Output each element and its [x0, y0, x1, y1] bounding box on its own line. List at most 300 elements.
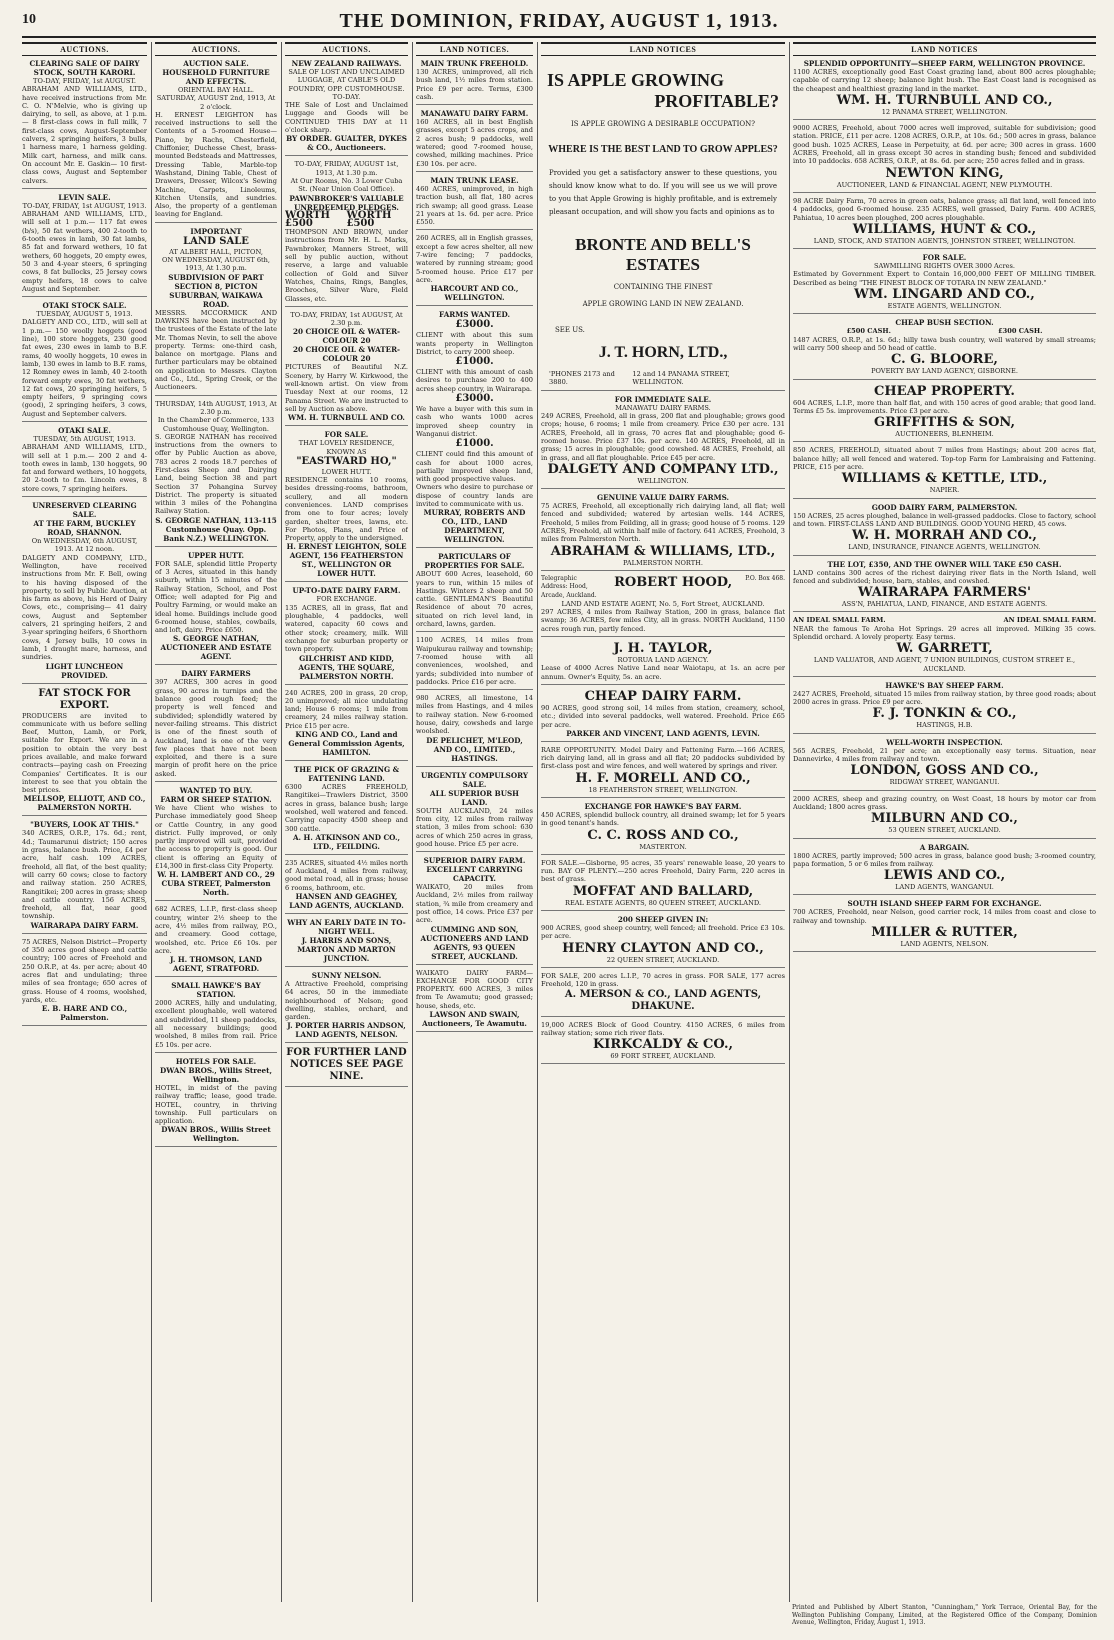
advertisement: [285, 765, 408, 855]
advertisement: [793, 503, 1096, 556]
ad-body: H. ERNEST LEIGHTON has received instructions to sell the Contents of a 5-roomed House— Piano, by Rachs, Chesterfield, Chiffonier, Duchesse Chest, brass-mounted Bedsteads and Mattresses, Dressing Table, Marble-top Washstand, Dining Table, Chest of Drawers, Dresser, Wilcox's Sewing Machine, Carpets, Linoleums, Kitchen Utensils, and sundries. Also, the property of a gentleman leaving for England.: [155, 110, 277, 219]
ad-firm: PARKER AND VINCENT, LAND AGENTS, LEVIN.: [566, 728, 760, 738]
ad-firm-address: ROTORUA LAND AGENCY.: [617, 656, 709, 665]
advertisement: [285, 311, 408, 426]
advertisement: [541, 1021, 785, 1065]
ad-firm: WILLIAMS & KETTLE, LTD.,: [841, 471, 1048, 487]
column-rule: [151, 42, 152, 1602]
advertisement: [793, 59, 1096, 120]
ad-body: 160 ACRES, all in best English grasses, except 5 acres crops, and 2 acres bush; 9 paddocks, well watered; good 7-roomed house, cowshed, milking machines. Price £30 10s. per acre.: [416, 118, 533, 168]
ad-firm: F. J. TONKIN & CO.,: [872, 706, 1017, 722]
ad-firm-address: MASTERTON.: [639, 842, 687, 851]
advertisement: [793, 446, 1096, 498]
advertisement: [155, 551, 277, 666]
ad-body: 850 ACRES, FREEHOLD, situated about 7 miles from Hastings; about 200 acres flat, balance hilly; all well fenced and watered. Top-top Farm for Lambraising and Fattening. PRICE, £15 per acre.: [793, 446, 1096, 472]
advertisement: [793, 899, 1096, 952]
ad-body: 1100 ACRES, 14 miles from Waipukurau railway and township; 7-roomed house with all conveniences, woolshed, and yards; subdivided into number of paddocks. Price £16 per acre.: [416, 636, 533, 686]
advertisement: [155, 400, 277, 547]
ad-heading: OTAKI SALE.: [58, 425, 111, 435]
ad-heading: FOR SALE.: [922, 253, 967, 263]
ad-body: FOR SALE, splendid little Property of 3 Acres, situated in this handy suburb, within 15 minutes of the Railway Station, School, and Post Office; well adapted for Pig and Poultry Farming, or would make an ideal home. Buildings include good 6-roomed house, stables, cowbails, and loft, dairy. Price £650.: [155, 559, 277, 635]
printer-imprint: Printed and Published by Albert Stanton, "Cunningham," York Terrace, Oriental Bay, for the Wellington Publishing Company, Limited, at the Registered Office of the Company, Dominion Avenue, Wellington, Friday, August 1, 1913.: [792, 1604, 1097, 1627]
ad-firm-address: ASS'N, PAHIATUA, LAND, FINANCE, AND ESTATE AGENTS.: [841, 600, 1048, 609]
ad-title: 20 CHOICE OIL & WATER-COLOUR 20: [292, 345, 401, 364]
section-header-land-notices: LAND NOTICES: [541, 42, 785, 56]
ad-firm-address: LAND, STOCK, AND STATION AGENTS, JOHNSTON STREET, WELLINGTON.: [813, 236, 1076, 245]
ad-heading: THE LOT, £350, AND THE OWNER WILL TAKE £50 CASH.: [827, 559, 1062, 569]
advertisement: [793, 560, 1096, 613]
ad-firm: WAIRARAPA FARMERS': [858, 585, 1031, 601]
ad-amount: £1000.: [455, 356, 494, 368]
ad-firm: W. GARRETT,: [896, 641, 993, 657]
advertisement: [22, 938, 147, 1026]
ad-firm: DWAN BROS., Willis Street, Wellington.: [160, 1065, 272, 1084]
apple-growing-advertisement: [541, 70, 785, 391]
advertisement: [285, 586, 408, 684]
ad-body: ABOUT 600 Acres, leasehold, 60 years to run, within 15 miles of Hastings. Winters 2 sheep and 50 cattle. GENTLEMAN'S Beautiful Residence of about 70 acres, situated on rich level land, in orchard, lawns, garden.: [416, 570, 533, 629]
column-5: [541, 42, 785, 1602]
ad-firm: S. GEORGE NATHAN, 113-115 Customhouse Quay. Opp. Bank N.Z.) WELLINGTON.: [155, 515, 277, 543]
advertisement: [793, 843, 1096, 896]
advertisement: [793, 318, 1096, 379]
advertisement: [416, 694, 533, 766]
ad-firm-address: LAND, INSURANCE, FINANCE AGENTS, WELLINGTON.: [848, 543, 1041, 552]
ad-firm: KING AND CO., Land and General Commission Agents, HAMILTON.: [288, 730, 405, 758]
ad-firm: WM. H. TURNBULL AND CO.: [288, 413, 405, 423]
ad-firm-address: LAND AND ESTATE AGENT, No. 5, Fort Street, AUCKLAND.: [561, 599, 765, 608]
ad-heading: AN IDEAL SMALL FARM.: [1003, 616, 1096, 625]
ad-body: THE Sale of Lost and Unclaimed Luggage and Goods will be CONTINUED THIS DAY at 11 o'clock sharp.: [285, 101, 408, 135]
ad-body: THOMPSON AND BROWN, under instructions from Mr. H. L. Marks, Pawnbroker, Manners Street, will sell by public auction, without reserve, a large and valuable collection of Gold and Silver Watches, Chains, Rings, Bangles, Brooches, Silver Ware, Field Glasses, etc.: [285, 228, 408, 303]
ad-firm-location: PALMERSTON NORTH.: [623, 558, 703, 567]
ad-firm: H. ERNEST LEIGHTON, SOLE AGENT, 156 FEATHERSTON ST., WELLINGTON OR LOWER HUTT.: [286, 542, 407, 579]
ad-firm-address: AUCTIONEER, LAND & FINANCIAL AGENT, NEW PLYMOUTH.: [836, 180, 1053, 189]
advertisement: [285, 859, 408, 914]
ad-subheading: APPLE GROWING LAND IN NEW ZEALAND.: [582, 299, 744, 308]
advertisement: [793, 124, 1096, 193]
ad-heading: SUPERIOR DAIRY FARM.: [423, 856, 526, 866]
ad-question: IS APPLE GROWING A DESIRABLE OCCUPATION?: [571, 120, 755, 128]
advertisement: [155, 786, 277, 901]
ad-body: 340 ACRES, O.R.P., 17s. 6d.; rent, 4d.; Taumarunui district; 150 acres in grass, balance bush. Price, £4 per acre, half cash. 109 ACRES, freehold, all flat, of the best quality; will carry 60 cows; close to factory and railway station. 250 ACRES, Rangitikei; 200 acres in grass; sheep and cattle country. 156 ACRES, freehold, all flat, near good township.: [22, 829, 147, 921]
advertisement: [285, 59, 408, 156]
ad-heading: MAIN TRUNK LEASE.: [430, 175, 519, 185]
advertisement: [416, 636, 533, 690]
column-1: [22, 42, 147, 1602]
column-rule: [281, 42, 282, 1602]
ad-heading: WANTED TO BUY.: [179, 786, 253, 795]
ad-firm-address: RIDGWAY STREET, WANGANUI.: [889, 778, 1000, 787]
ad-body: ABRAHAM AND WILLIAMS, LTD., have received instructions from Mr. C. O. N'Melvie, who is giving up dairying, to sell, as above, at 1 p.m.— 8 first-class cows in full milk, 7 first-class cows, August-September calvers, 2 springing heifers, 3 bulls, 1 harness mare, 1 harness gelding. Milk cart, harness, and milk cans. On account Mr. E. Gaskin— 10 first-class cows, August and September calvers.: [22, 85, 147, 185]
ad-heading: GOOD DAIRY FARM, PALMERSTON.: [871, 502, 1018, 512]
section-header-auctions: AUCTIONS.: [155, 42, 277, 56]
ad-firm: LAWSON AND SWAIN, Auctioneers, Te Awamutu.: [422, 1010, 527, 1029]
advertisement: [155, 1057, 277, 1147]
ad-body: Lease of 4000 Acres Native Land near Waiotapu, at 1s. an acre per annum. Owner's Equity, 5s. an acre.: [541, 664, 785, 681]
ad-subheading: EXCELLENT CARRYING CAPACITY.: [426, 865, 523, 884]
ad-body: MESSRS. MCCORMICK AND DAWKINS have been instructed by the trustees of the Estate of the late Mr. Thomas Nevin, to sell the above property. Terms: one-third cash, balance on mortgage. Plans and further particulars may be obtained on application to Messrs. Clayton and Co., Ltd., Spring Creek, or the Auctioneers.: [155, 308, 277, 392]
ad-title: "EASTWARD HO,": [296, 455, 397, 467]
advertisement: [285, 971, 408, 1043]
ad-heading: MANAWATU DAIRY FARM.: [420, 109, 529, 119]
ad-firm: J. H. THOMSON, LAND AGENT, STRATFORD.: [170, 955, 262, 974]
ad-heading: UP-TO-DATE DAIRY FARM.: [292, 586, 401, 596]
ad-body: HOTEL, in midst of the paving railway traffic; lease, good trade. HOTEL, country, in thriving township. Full particulars on application.: [155, 1083, 277, 1126]
ad-heading: HOTELS FOR SALE.: [175, 1056, 257, 1066]
ad-heading: SMALL HAWKE'S BAY STATION.: [171, 981, 261, 1000]
ad-body: 1800 ACRES, partly improved; 500 acres in grass, balance good bush; 3-roomed country, papa formation, 5 or 6 miles from railway.: [793, 851, 1096, 868]
ad-body: 1487 ACRES, O.R.P., at 1s. 6d.; hilly tawa bush country, well watered by small streams; will carry 500 sheep and 50 head of cattle.: [793, 335, 1096, 352]
ad-body: ABRAHAM AND WILLIAMS, LTD., will sell at 1 p.m.— 117 fat ewes (b/s), 50 fat wethers, 400 2-tooth to 6-tooth ewes in lamb, 30 fat lambs, 85 fat and forward wethers, 10 fat wethers, 60 hoggets, 20 empty ewes, 50 3 and 4-year steers, 6 springing cows, 8 fat bullocks, 25 Jersey cows empty heifers, 18 cows to calve August and September.: [22, 210, 147, 293]
advertisement: [22, 426, 147, 497]
ad-firm: MELLSOP, ELLIOTT, AND CO., PALMERSTON NORTH.: [23, 794, 146, 813]
ad-body: WAIKATO, 20 miles from Auckland, 2½ miles from railway station, ¾ mile from creamery and post office, 14 cows. Price £37 per acre.: [416, 883, 533, 925]
ad-subheading: CONTAINING THE FINEST: [613, 283, 713, 292]
ad-body: 682 ACRES, L.I.P., first-class sheep country, winter 2½ sheep to the acre, 4½ miles from railway, P.O., and creamery. Good cottage, woolshed, etc. Price £6 10s. per acre.: [155, 905, 277, 955]
ad-body: 450 ACRES, splendid bullock country, all drained swamp; let for 5 years in good tenant's hands.: [541, 810, 785, 828]
ad-body: 297 ACRES, 4 miles from Railway Station, 200 in grass, balance flat swamp; 36 ACRES, few miles City, all in grass. NORTH Auckland, 1150 acres rough run, partly fenced.: [541, 608, 785, 633]
advertisement: [416, 969, 533, 1032]
ad-subheading: MANAWATU DAIRY FARMS.: [615, 403, 711, 412]
ad-firm: NEWTON KING,: [885, 165, 1004, 181]
ad-body: 2427 ACRES, Freehold, situated 15 miles from railway station, by three good roads; about 2000 acres in grass. Price £9 per acre.: [793, 689, 1096, 707]
ad-firm-address: 12 PANAMA STREET, WELLINGTON.: [881, 107, 1008, 116]
ad-firm: CUMMING AND SON, AUCTIONEERS AND LAND AGENTS, 93 QUEEN STREET, AUCKLAND.: [420, 924, 529, 961]
ad-title: PROFITABLE?: [654, 91, 779, 111]
ad-body: 135 ACRES, all in grass, flat and ploughable, 4 paddocks, well watered, capacity 60 cows and other stock; creamery, milk. Will exchange for suburban property or town property.: [285, 603, 408, 654]
ad-worth-row: [285, 209, 408, 229]
ad-firm-location: WELLINGTON.: [637, 476, 689, 485]
ad-heading: LEVIN SALE.: [58, 192, 111, 202]
ad-body: NEAR the famous Te Aroha Hot Springs. 29 acres all improved. Milking 35 cows. Splendid orchard. A lovely property. Easy terms.: [793, 624, 1096, 641]
advertisement: [541, 641, 785, 685]
advertisement: [416, 771, 533, 852]
advertisement: [416, 552, 533, 632]
ad-date: TO-DAY, FRIDAY, 1st AUGUST, At 2.30 p.m.: [290, 310, 403, 328]
ad-heading: NEW ZEALAND RAILWAYS.: [291, 59, 402, 68]
ad-subheading: AT THE FARM, BUCKLEY ROAD, SHANNON.: [33, 519, 136, 538]
ad-note: SEE US.: [555, 325, 585, 334]
ad-note: FOR FURTHER LAND NOTICES SEE PAGE NINE.: [286, 1047, 407, 1083]
ad-title: IS APPLE GROWING: [547, 70, 725, 90]
advertisement: [541, 689, 785, 742]
advertisement: [416, 59, 533, 105]
ad-body: Estimated by Government Expert to Contain 16,000,000 FEET OF MILLING TIMBER. Described as being "THE FINEST BLOCK OF TOTARA IN NEW ZEALAND.": [793, 270, 1096, 287]
section-header-land-notices: LAND NOTICES: [793, 42, 1096, 56]
ad-body: 260 ACRES, all in English grasses, except a few acres shelter, all new 7-wire fencing; 7 paddocks, watered by running stream; good 5-roomed house. Price £17 per acre.: [416, 234, 533, 284]
section-header-land-notices: LAND NOTICES.: [416, 42, 533, 56]
ad-date: TO-DAY, FRIDAY, 1st AUGUST, 1913.: [22, 201, 147, 210]
ad-firm-address: NAPIER.: [929, 486, 960, 495]
ad-firm: E. B. HARE AND CO., Palmerston.: [41, 1004, 128, 1023]
ad-subheading: SAWMILLING RIGHTS OVER 3000 Acres.: [873, 262, 1016, 271]
advertisement: [541, 746, 785, 798]
ad-body: Owners who desire to purchase or dispose of country lands are invited to communicate with us.: [416, 483, 533, 508]
ad-heading: UNRESERVED CLEARING SALE.: [32, 501, 137, 520]
ad-firm: WAIRARAPA DAIRY FARM.: [30, 920, 139, 930]
ad-heading: SOUTH ISLAND SHEEP FARM FOR EXCHANGE.: [847, 899, 1042, 909]
ad-heading: CHEAP BUSH SECTION.: [895, 318, 994, 328]
advertisement: [155, 905, 277, 977]
ad-date: TUESDAY, AUGUST 5, 1913.: [36, 310, 133, 319]
ad-heading: URGENTLY COMPULSORY SALE.: [420, 770, 528, 789]
ad-body: 1100 ACRES, exceptionally good East Coast grazing land, about 800 acres ploughable; capable of carrying 12 sheep; balance light bush. The East Coast land is recognised as the cheapest and healthiest grazing land in the market.: [793, 68, 1096, 93]
ad-date: ON WEDNESDAY, AUGUST 6th, 1913, At 1.30 p.m.: [161, 256, 271, 273]
advertisement: [22, 501, 147, 683]
ad-body: 700 ACRES, Freehold, near Nelson, good carrier rock, 14 miles from coast and close to railway and township.: [793, 908, 1096, 925]
ad-date: TO-DAY, FRIDAY, 1st AUGUST.: [33, 77, 136, 85]
newspaper-title: THE DOMINION, FRIDAY, AUGUST 1, 1913.: [339, 10, 779, 32]
ad-body: 75 ACRES, Nelson District—Property of 350 acres good sheep and cattle country; 100 acres of Freehold and 250 O.R.P., at 4s. per acre; about 40 acres flat and undulating; three miles of sea frontage; 650 acres of grass. House of 4 rooms, woolshed, yards, etc.: [22, 937, 147, 1004]
ad-heading: WELL-WORTH INSPECTION.: [886, 737, 1003, 747]
section-header-auctions: AUCTIONS.: [285, 42, 408, 56]
advertisement: [416, 176, 533, 230]
ad-note: LIGHT LUNCHEON PROVIDED.: [45, 661, 124, 680]
ad-amount: £3000.: [455, 393, 494, 405]
ad-worth: WORTH £500: [285, 209, 330, 229]
ad-firm: J. T. HORN, LTD.,: [598, 344, 728, 362]
ad-subheading: LAND SALE: [183, 235, 249, 247]
ad-heading: A BARGAIN.: [919, 842, 970, 852]
ad-subheading: THAT LOVELY RESIDENCE, KNOWN AS: [298, 439, 395, 456]
ad-body: 75 ACRES, Freehold, all exceptionally rich dairying land, all flat; well fenced and subdivided; watered by artesian wells. 144 ACRES, Freehold, 5 miles from Feilding, all in grass; good house of 5 rooms. 129 ACRES, Freehold, all within half mile of factory. 641 ACRES, Freehold, 3 miles from Palmerston North.: [541, 502, 785, 544]
ad-contact-row: [549, 370, 777, 387]
ad-body: 2000 ACRES, hilly and undulating, excellent ploughable, well watered and subdivided, 11 sheep paddocks, all necessary buildings; good woolshed, 8 miles from rail. Price £5 10s. per acre.: [155, 999, 277, 1049]
ad-firm-address: HASTINGS, H.B.: [916, 721, 973, 730]
ad-heading: SUNNY NELSON.: [311, 971, 382, 980]
ad-firm-address: REAL ESTATE AGENTS, 80 QUEEN STREET, AUCKLAND.: [565, 898, 761, 907]
ad-heading: FARMS WANTED.: [439, 310, 510, 320]
ad-heading: UPPER HUTT.: [187, 550, 245, 560]
column-rule: [537, 42, 538, 1602]
ad-estates-name: BRONTE AND BELL'S ESTATES: [575, 235, 751, 275]
advertisement: [155, 227, 277, 396]
ad-firm: W. H. MORRAH AND CO.,: [852, 528, 1037, 544]
ad-firm: C. G. BLOORE,: [891, 352, 998, 368]
page-number: 10: [22, 12, 36, 27]
ad-body: FOR SALE, 200 acres L.I.P., 70 acres in grass. FOR SALE, 177 acres Freehold, 120 in grass.: [541, 971, 785, 989]
ad-firm: J. HARRIS AND SONS, MARTON AND MARTON JUNCTION.: [297, 936, 396, 963]
ad-heading: PARTICULARS OF PROPERTIES FOR SALE.: [424, 552, 525, 571]
ad-firm: LEWIS AND CO.,: [883, 868, 1006, 884]
ad-phones: 'PHONES 2173 and 3880.: [549, 370, 615, 387]
ad-firm: HENRY CLAYTON AND CO.,: [562, 940, 764, 956]
ad-firm: KIRKCALDY & CO.,: [592, 1037, 733, 1053]
ad-body: 604 ACRES, L.I.P., more than half flat, and with 150 acres of good arable; that good land. Terms £5 5s. improvements. Price £3 per acre.: [793, 398, 1096, 415]
ad-firm: ABRAHAM & WILLIAMS, LTD.,: [550, 543, 776, 559]
ad-firm-address: LAND AGENTS, NELSON.: [900, 940, 989, 949]
advertisement: [541, 802, 785, 855]
advertisement: [285, 1047, 408, 1087]
ad-firm: DALGETY AND COMPANY LTD.,: [547, 461, 779, 477]
ad-heading: FOR SALE.: [324, 430, 369, 440]
ad-firm: DE PELICHET, M'LEOD, AND CO., LIMITED., HASTINGS.: [426, 735, 523, 763]
ad-body: CLIENT could find this amount of cash for about 1000 acres, partially improved sheep land, with good prospective values.: [416, 450, 533, 484]
ad-firm: WM. LINGARD AND CO.,: [854, 287, 1035, 303]
ad-firm-address: 69 FORT STREET, AUCKLAND.: [610, 1052, 716, 1061]
ad-firm: GILCHRIST AND KIDD, AGENTS, THE SQUARE, PALMERSTON NORTH.: [298, 653, 395, 681]
ad-body: 9000 ACRES, Freehold, about 7000 acres well improved, suitable for subdivision; good station. PRICE, £11 per acre. 1208 ACRES, O.R.P., at 10s. 6d.; 500 acres in grass, balance good bush. 1025 ACRES, Lease in Perpetuity, at 6d. per acre; 300 acres in grass. 1600 ACRES, Freehold, all in grass except 30 acres in standing bush; fenced and subdivided into 10 paddocks. 658 ACRES, O.R.P., at 8s. 6d. per acre; 250 acres felled and in grass.: [793, 124, 1096, 166]
column-rule: [789, 42, 790, 1602]
ad-subheading: HOUSEHOLD FURNITURE AND EFFECTS.: [162, 68, 270, 86]
ad-body: 19,000 ACRES Block of Good Country. 4150 ACRES, 6 miles from railway station; some rich river flats.: [541, 1020, 785, 1037]
ad-body: FOR SALE.—Gisborne, 95 acres, 35 years' renewable lease, 20 years to run. BAY OF PLENTY.—250 acres Freehold, Dairy Farm, 220 acres in best of grass.: [541, 858, 785, 884]
ad-body: 565 ACRES, Freehold, 21 per acre; an exceptionally easy terms. Situation, near Dannevirke, 4 miles from railway and town.: [793, 746, 1096, 764]
ad-body: 900 ACRES, good sheep country, well fenced; all freehold. Price £3 10s. per acre.: [541, 924, 785, 941]
ad-body: 240 ACRES, 200 in grass, 20 crop, 20 unimproved; all nice undulating land; House 6 rooms; 1 mile from creamery, 24 miles railway station. Price £15 per acre.: [285, 688, 408, 730]
ad-body: RARE OPPORTUNITY. Model Dairy and Fattening Farm.—166 ACRES, rich dairying land, all in grass and all flat; 20 paddocks subdivided by first-class post and wire fences, and well watered by springs and river.: [541, 745, 785, 771]
advertisement: [793, 795, 1096, 839]
ad-header-row: [541, 575, 785, 600]
advertisement: [541, 972, 785, 1017]
advertisement: [22, 688, 147, 817]
advertisement: [155, 981, 277, 1053]
ad-firm-address: LAND AGENTS, WANGANUI.: [895, 883, 994, 892]
ad-heading-row: [793, 616, 1096, 624]
ad-body: Provided you get a satisfactory answer to these questions, you should know know what to do. If you will see us we will prove to you that Apple Growing is highly profitable, and is extremely pleasant occupation, and will show you facts and opinions as to: [549, 169, 777, 217]
advertisement: [416, 109, 533, 172]
ad-firm: MURRAY, ROBERTS AND CO., LTD., LAND DEPARTMENT, WELLINGTON.: [423, 508, 526, 545]
ad-firm: S. GEORGE NATHAN, AUCTIONEER AND ESTATE AGENT.: [160, 634, 272, 662]
ad-firm: MILBURN AND CO.,: [871, 811, 1018, 827]
ad-body: 2000 ACRES, sheep and grazing country, on West Coast, 18 hours by motor car from Auckland; 1800 acres grass.: [793, 794, 1096, 811]
ad-heading: THE PICK OF GRAZING & FATTENING LAND.: [293, 765, 400, 784]
column-2: [155, 42, 277, 1602]
ad-heading: FAT STOCK FOR EXPORT.: [38, 687, 131, 711]
ad-heading: HAWKE'S BAY SHEEP FARM.: [885, 680, 1004, 690]
advertisement: [793, 197, 1096, 249]
section-header-auctions: AUCTIONS.: [22, 42, 147, 56]
ad-firm-address: ESTATE AGENTS, WELLINGTON.: [887, 302, 1002, 311]
ad-firm: LONDON, GOSS AND CO.,: [850, 763, 1039, 779]
advertisement: [285, 689, 408, 761]
ad-heading: FOR IMMEDIATE SALE.: [614, 394, 712, 404]
ad-title: PAWNBROKER'S VALUABLE UNREDEEMED PLEDGES.: [289, 193, 404, 212]
ad-firm: A. MERSON & CO., LAND AGENTS, DHAKUNE.: [564, 988, 762, 1012]
ad-body: PRODUCERS are invited to communicate with us before selling Beef, Mutton, Lamb, or Pork, suitable for Export. We are in a position to obtain the very best prices available, and make forward contracts—paying cash on Freezing Companies' Certificates. It is our interest to see that you obtain the best prices.: [22, 711, 147, 795]
ad-subheading: FARM OR SHEEP STATION.: [160, 795, 272, 804]
ad-body: 249 ACRES, Freehold, all in grass, 200 flat and ploughable; grows good crops; house, 6 rooms; 1 mile from creamery. Price £30 per acre. 131 ACRES, Freehold, all in grass, 70 acres flat and ploughable; good 6-roomed house. Price £37 10s. per acre. 140 ACRES, Freehold, all in grass; 15 acres in ploughable; good cowshed. 48 ACRES, Freehold, all in grass, and all flat ploughable. Price £45 per acre.: [541, 412, 785, 462]
advertisement: [541, 915, 785, 968]
advertisement: [793, 384, 1096, 443]
ad-body: ABRAHAM AND WILLIAMS, LTD., will sell at 1 p.m.— 200 2 and 4-tooth ewes in lamb, 130 hoggets, 90 fat and forward wethers, 10 hoggets, 20 2-tooth to f.m. Lincoln ewes, 8 store cows, 7 springing heifers.: [22, 443, 147, 493]
ad-subheading: ALL SUPERIOR BUSH LAND.: [430, 788, 519, 807]
ad-amount: £3000.: [455, 319, 494, 331]
ad-body: RESIDENCE contains 10 rooms, besides dressing-rooms, bathroom, scullery, and all modern conveniences. LAND comprises from one to four acres; lovely garden, shelter trees, lawns, etc. For Photos, Plans, and Price of Property, apply to the undersigned.: [285, 476, 408, 543]
advertisement: [285, 160, 408, 306]
advertisement: [155, 669, 277, 782]
ad-firm: MILLER & RUTTER,: [871, 925, 1018, 941]
ad-title: SUBDIVISION OF PART SECTION 8, PICTON SUBURBAN, WAIKAWA ROAD.: [168, 272, 264, 309]
ad-heading: CHEAP PROPERTY.: [874, 383, 1015, 399]
ad-firm-address: 53 QUEEN STREET, AUCKLAND.: [888, 826, 1001, 835]
ad-firm: BY ORDER. GUALTER, DYKES & CO., Auctioneers.: [286, 134, 407, 153]
ad-body: WAIKATO DAIRY FARM—EXCHANGE FOR GOOD CITY PROPERTY. 600 ACRES, 3 miles from Te Awamutu; good grassed; house, sheds, etc.: [416, 968, 533, 1010]
ad-body: CLIENT with about this sum wants property in Wellington District, to carry 2000 sheep.: [416, 331, 533, 356]
ad-body: 460 ACRES, unimproved, in high traction bush, all flat, 180 acres rich swamp; all good grass. Lease 21 years at 1s. 6d. per acre. Price £550.: [416, 184, 533, 227]
column-4: [416, 42, 533, 1602]
ad-date: SATURDAY, AUGUST 2nd, 1913, At 2 o'clock.: [156, 94, 276, 111]
ad-heading: AUCTION SALE.: [183, 59, 249, 68]
ad-firm: H. F. MORELL AND CO.,: [575, 770, 751, 786]
ad-firm-address: 18 FEATHERSTON STREET, WELLINGTON.: [588, 785, 738, 794]
ad-heading: CHEAP DAIRY FARM.: [584, 688, 742, 704]
ad-heading: GENUINE VALUE DAIRY FARMS.: [596, 493, 730, 503]
ad-worth: WORTH £500: [346, 209, 392, 229]
ad-date: THURSDAY, 14th AUGUST, 1913, At 2.30 p.m.: [155, 399, 277, 416]
advertisement: [155, 59, 277, 223]
ad-firm-address: AUCTIONEERS, BLENHEIM.: [895, 430, 994, 439]
ad-firm: HARCOURT AND CO., WELLINGTON.: [430, 284, 519, 303]
ad-heading: EXCHANGE FOR HAWKE'S BAY FARM.: [584, 801, 742, 811]
ad-cash-row: [793, 327, 1096, 335]
ad-title: 20 CHOICE OIL & WATER-COLOUR 20: [292, 327, 401, 346]
ad-firm: HANSEN AND GEAGHEY, LAND AGENTS, AUCKLAND.: [289, 892, 404, 910]
advertisement: [416, 310, 533, 548]
ad-place: AT ALBERT HALL, PICTON,: [169, 247, 263, 256]
advertisement: [416, 856, 533, 964]
advertisement: [541, 493, 785, 571]
ad-heading: CLEARING SALE OF DAIRY STOCK, SOUTH KARORI.: [29, 59, 140, 77]
ad-heading: SPLENDID OPPORTUNITY—SHEEP FARM, WELLINGTON PROVINCE.: [803, 59, 1086, 68]
ad-heading: "BUYERS, LOOK AT THIS.": [30, 820, 139, 830]
ad-firm: ROBERT HOOD,: [614, 574, 733, 590]
ad-subheading: FOR EXCHANGE.: [316, 595, 377, 604]
advertisement: [793, 738, 1096, 791]
ad-date: TUESDAY, 5th AUGUST, 1913.: [33, 434, 136, 443]
ad-firm: J. PORTER HARRIS ANDSON, LAND AGENTS, NELSON.: [287, 1021, 406, 1040]
ad-firm-address: 22 QUEEN STREET, AUCKLAND.: [606, 955, 720, 964]
advertisement: [793, 253, 1096, 314]
ad-body: 980 ACRES, all limestone, 14 miles from Hastings, and 4 miles to railway station. New 6-roomed house, dairy, cowsheds and large woolshed.: [416, 694, 533, 736]
ad-firm: WILLIAMS, HUNT & CO.,: [852, 221, 1037, 237]
ad-body: S. GEORGE NATHAN has received instructions from the owners to offer by Public Auction as above, 783 acres 2 roods 18.7 perches of First-class Sheep and Dairying Land, being Section 38 and part Section 37 Pohangina Survey District. The property is situated within 3 miles of the Pohangina Railway Station.: [155, 432, 277, 516]
ad-subheading: SALE OF LOST AND UNCLAIMED LUGGAGE, AT CABLE'S OLD FOUNDRY, OPP. CUSTOMHOUSE.: [288, 68, 405, 93]
advertisement: [22, 193, 147, 297]
ad-amount: £500 CASH.: [846, 327, 891, 336]
ad-place: In the Chamber of Commerce, 133 Customhouse Quay, Wellington.: [157, 416, 275, 433]
advertisement: [22, 59, 147, 189]
ad-heading: MAIN TRUNK FREEHOLD.: [420, 59, 529, 68]
advertisement: [541, 859, 785, 911]
advertisement: [285, 918, 408, 967]
ad-firm: C. C. ROSS AND CO.,: [587, 827, 739, 843]
ad-heading: IMPORTANT: [190, 226, 242, 236]
ad-firm: DWAN BROS., Willis Street Wellington.: [161, 1125, 271, 1144]
column-rule: [412, 42, 413, 1602]
ad-body: DALGETY AND CO., LTD., will sell at 1 p.m.— 150 woolly hoggets (good line), 100 store hoggets, 230 good fat ewes, 230 ewes in lamb to B.F. rams, 40 woolly hoggets, 10 ewes in lamb, 130 ewes in lamb to B.F. rams, 12 Romney ewes in lamb, 40 2-tooth forward empty ewes, 30 fat wethers, 12 fat cows, 20 springing heifers, 5 empty heifers, 9 springing cows (good), 2 springing heifers, 3 cows, August and September calvers.: [22, 318, 147, 418]
ad-body: 98 ACRE Dairy Farm, 70 acres in green oats, balance grass; all flat land, well fenced into 4 paddocks, good 6-roomed house. 235 ACRES, well grassed, Dairy Farm. 400 ACRES, Pahiatua, 10 acres been ploughed, 200 acres ploughable.: [793, 196, 1096, 222]
ad-firm: WM. H. TURNBULL AND CO.,: [836, 92, 1053, 108]
ad-firm: MOFFAT AND BALLARD,: [572, 883, 754, 899]
ad-date: TO-DAY.: [332, 92, 361, 101]
column-6: [793, 42, 1096, 1598]
ad-firm-address: POVERTY BAY LAND AGENCY, GISBORNE.: [871, 367, 1018, 376]
ad-body: PICTURES of Beautiful N.Z. Scenery, by Harry W. Kirkwood, the well-known artist. On view from Tuesday Next at our rooms, 12 Panama Street. We are instructed to sell by Auction as above.: [285, 363, 408, 413]
ad-heading: AN IDEAL SMALL FARM.: [793, 616, 886, 625]
advertisement: [541, 395, 785, 489]
advertisement: [793, 616, 1096, 676]
ad-heading: 200 SHEEP GIVEN IN:: [617, 915, 709, 925]
ad-body: DALGETY AND COMPANY, LTD., Wellington, have received instructions from Mr. F. Bell, owing to his having disposed of the property, to sell by Public Auction, at his farm as above, his Herd of Dairy Cows, etc., comprising— 41 dairy cows, August and September calvers, 21 springing heifers, 2 and 3-year springing heifers, 6 Shorthorn cows, 4 Jersey bulls, 10 cows in lamb, 1 draught mare, harness, and sundries.: [22, 553, 147, 662]
ad-firm: J. H. TAYLOR,: [613, 641, 713, 657]
ad-body: CLIENT with this amount of cash desires to purchase 200 to 400 acres sheep country, in Wairarapa.: [416, 368, 533, 393]
ad-body: LAND contains 300 acres of the richest dairying river flats in the North Island, well fenced and subdivided; house, barn, stables, and cowshed.: [793, 568, 1096, 585]
ad-firm: W. H. LAMBERT AND CO., 29 CUBA STREET, Palmerston North.: [157, 870, 275, 898]
ad-date: TO-DAY, FRIDAY, AUGUST 1st, 1913, At 1.30 p.m.: [294, 160, 399, 177]
ad-address: 12 and 14 PANAMA STREET, WELLINGTON.: [632, 370, 730, 387]
ad-po-box: P.O. Box 468.: [745, 574, 785, 582]
